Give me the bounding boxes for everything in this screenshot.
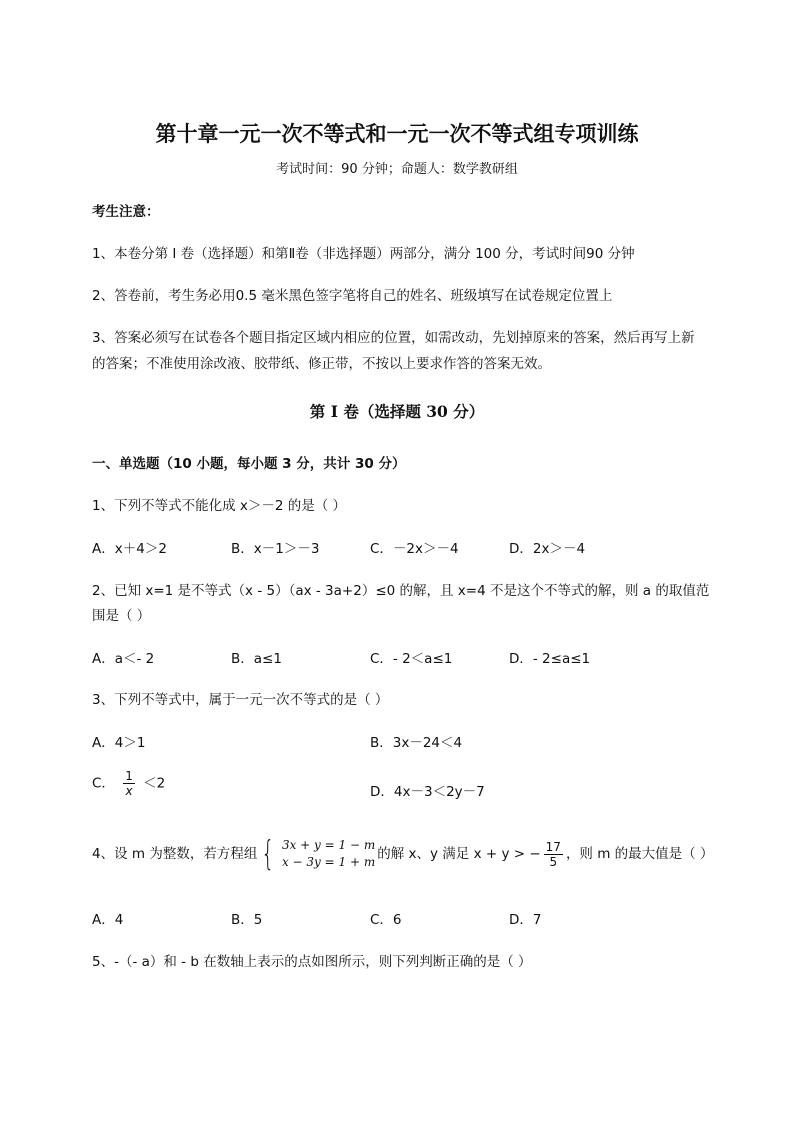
question-4-middle: 的解 x、y 满足 x + y > − — [377, 846, 541, 862]
notice-item-1: 1、本卷分第 I 卷（选择题）和第Ⅱ卷（非选择题）两部分，满分 100 分，考试时间90 分钟 — [92, 246, 635, 262]
exam-info: 考试时间：90 分钟；命题人：数学教研组 — [276, 162, 518, 177]
question-1-option-d[interactable]: D．2x＞－4 — [509, 541, 586, 557]
question-1-option-b[interactable]: B．x－1＞－3 — [231, 541, 320, 557]
notice-item-3-line-1: 3、答案必须写在试卷各个题目指定区域内相应的位置，如需改动，先划掉原来的答案，然后再写上新 — [92, 330, 695, 346]
question-3-option-d[interactable]: D．4x－3＜2y－7 — [370, 784, 485, 800]
question-2-option-b[interactable]: B．a≤1 — [231, 651, 282, 667]
fraction-17-over-5 — [544, 841, 563, 868]
page-title: 第十章一元一次不等式和一元一次不等式组专项训练 — [155, 121, 639, 146]
equation-system — [282, 837, 375, 871]
question-3-option-b[interactable]: B．3x－24＜4 — [370, 735, 463, 751]
section-title: 第 I 卷（选择题 30 分） — [309, 402, 485, 421]
fraction-one-over-x — [123, 770, 135, 797]
question-4-stem — [92, 832, 713, 876]
equation-2: x − 3y = 1 + m — [281, 855, 376, 869]
notice-item-2: 2、答卷前，考生务必用0.5 毫米黑色签字笔将自己的姓名、班级填写在试卷规定位置上 — [92, 288, 613, 304]
question-3-option-c-suffix: ＜2 — [143, 775, 166, 792]
question-1-stem: 1、下列不等式不能化成 x＞－2 的是（ ） — [92, 498, 347, 514]
brace-icon: { — [261, 834, 275, 874]
fraction-denominator: 5 — [549, 854, 558, 869]
question-1-option-a[interactable]: A．x＋4＞2 — [92, 541, 167, 557]
question-4-option-d[interactable]: D．7 — [509, 912, 542, 928]
notice-item-3-line-2: 的答案；不准使用涂改液、胶带纸、修正带，不按以上要求作答的答案无效。 — [92, 356, 551, 372]
fraction-denominator: x — [125, 784, 133, 798]
question-4-suffix: ，则 m 的最大值是（ ） — [565, 846, 714, 862]
fraction-numerator: 1 — [125, 769, 133, 783]
question-4-option-a[interactable]: A．4 — [92, 912, 124, 928]
question-1-option-c[interactable]: C．－2x＞－4 — [370, 541, 459, 557]
notice-heading: 考生注意： — [92, 204, 160, 220]
question-5-stem: 5、-（- a）和 - b 在数轴上表示的点如图所示，则下列判断正确的是（ ） — [92, 954, 532, 970]
question-2-option-a[interactable]: A．a＜- 2 — [92, 651, 155, 667]
question-4-option-b[interactable]: B．5 — [231, 912, 263, 928]
question-3-option-a[interactable]: A．4＞1 — [92, 735, 146, 751]
part-heading: 一、单选题（10 小题，每小题 3 分，共计 30 分） — [92, 456, 406, 472]
question-2-stem-line-2: 围是（ ） — [92, 608, 151, 624]
equation-1: 3x + y = 1 − m — [281, 838, 376, 852]
question-3-stem: 3、下列不等式中，属于一元一次不等式的是（ ） — [92, 692, 389, 708]
question-4-prefix: 4、设 m 为整数，若方程组 — [92, 846, 258, 862]
question-4-option-c[interactable]: C．6 — [370, 912, 402, 928]
fraction-numerator: 17 — [545, 839, 561, 854]
question-2-option-d[interactable]: D．- 2≤a≤1 — [509, 651, 591, 667]
question-2-option-c[interactable]: C．- 2＜a≤1 — [370, 651, 453, 667]
question-2-stem-line-1: 2、已知 x=1 是不等式（x - 5）（ax - 3a+2）≤0 的解，且 x=4 不是这个不等式的解，则 a 的取值范 — [92, 583, 710, 599]
question-3-option-c[interactable] — [92, 770, 165, 797]
question-3-option-c-prefix: C． — [92, 775, 115, 792]
